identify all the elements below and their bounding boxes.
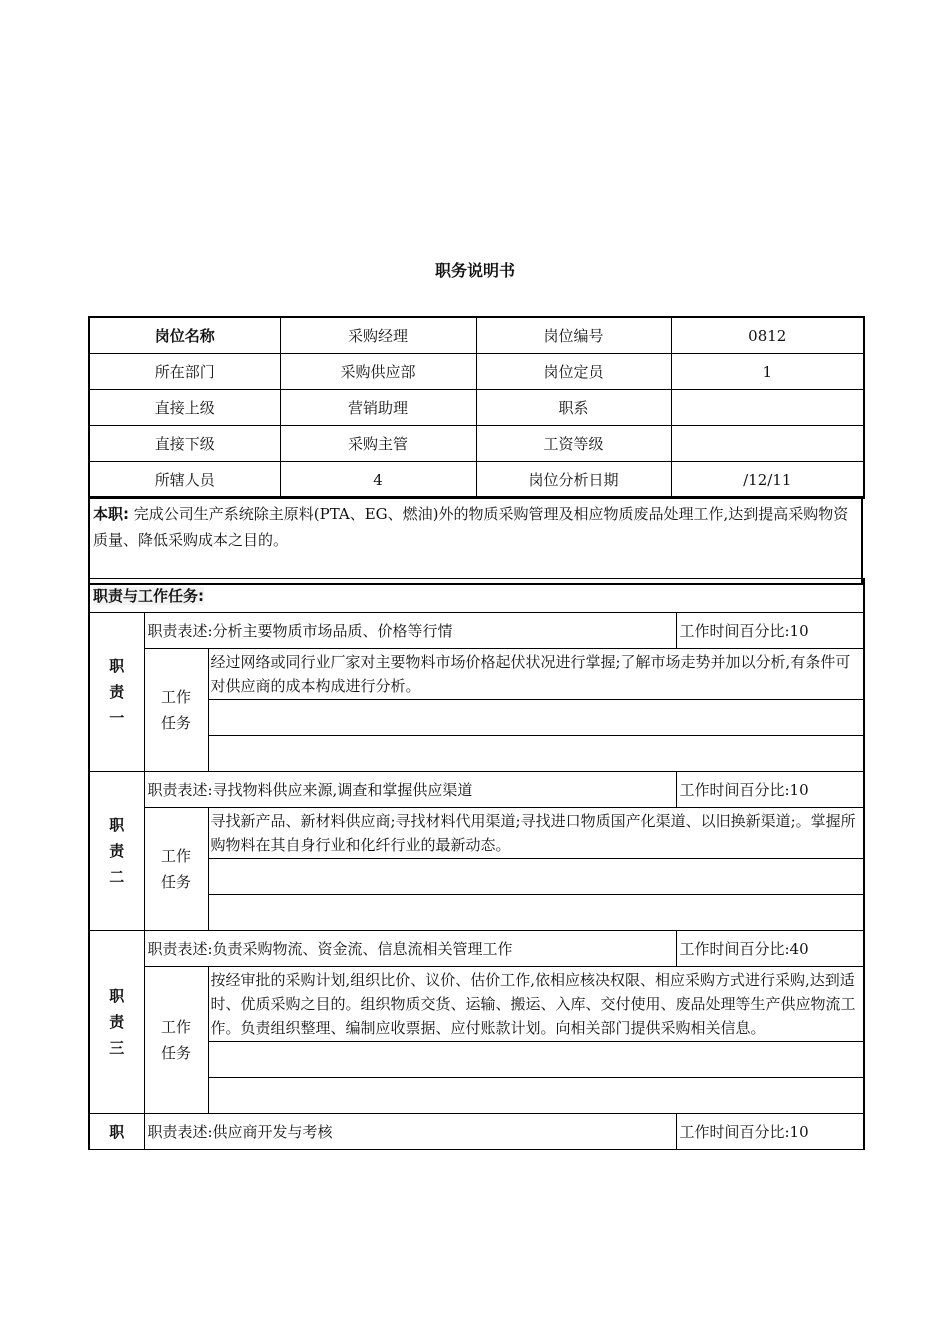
info-value: 1 (671, 354, 864, 390)
info-row (89, 390, 864, 426)
task-label (144, 808, 208, 931)
duty-name-text: 职责三 (109, 987, 125, 1057)
task-text (208, 895, 864, 931)
duty-description: 职责表述:分析主要物质市场品质、价格等行情 (144, 613, 676, 649)
duty-row (89, 613, 864, 649)
task-text (208, 1042, 864, 1078)
duty-percent: 工作时间百分比:10 (676, 1114, 864, 1150)
task-row (89, 649, 864, 700)
task-text: 经过网络或同行业厂家对主要物料市场价格起伏状况进行掌握;了解市场走势并加以分析,有条件可对供应商的成本构成进行分析。 (208, 649, 864, 700)
info-row (89, 462, 864, 499)
duty-name-text: 职 (109, 1122, 125, 1141)
info-label: 直接上级 (89, 390, 280, 426)
duty-description: 职责表述:供应商开发与考核 (144, 1114, 676, 1150)
page-title: 职务说明书 (434, 261, 515, 280)
info-value: 采购主管 (280, 426, 476, 462)
task-text: 按经审批的采购计划,组织比价、议价、估价工作,依相应核决权限、相应采购方式进行采购,达到适时、优质采购之目的。组织物质交货、运输、搬运、入库、交付使用、废品处理等生产供应物流工作。负责组织整理、编制应收票据、应付账款计划。向相关部门提供采购相关信息。 (208, 967, 864, 1042)
duty-description: 职责表述:寻找物料供应来源,调查和掌握供应渠道 (144, 772, 676, 808)
job-summary-table (88, 496, 863, 585)
info-value: 采购供应部 (280, 354, 476, 390)
task-text (208, 1078, 864, 1114)
info-label: 岗位分析日期 (476, 462, 671, 499)
info-label: 岗位编号 (476, 317, 671, 354)
info-label: 工资等级 (476, 426, 671, 462)
duty-name-text: 职责一 (109, 657, 125, 727)
duty-name (89, 1114, 144, 1150)
job-summary-text: 完成公司生产系统除主原料(PTA、EG、燃油)外的物质采购管理及相应物质废品处理工作,达到提高采购物资质量、降低采购成本之目的。 (93, 505, 849, 549)
duty-name (89, 613, 144, 772)
info-value: 营销助理 (280, 390, 476, 426)
job-summary-cell (89, 497, 862, 585)
task-text (208, 736, 864, 772)
info-row (89, 317, 864, 354)
task-row (89, 967, 864, 1042)
info-value: 0812 (671, 317, 864, 354)
info-value: 4 (280, 462, 476, 499)
job-info-table (88, 316, 865, 499)
info-label: 所辖人员 (89, 462, 280, 499)
info-label: 直接下级 (89, 426, 280, 462)
duties-header-label: 职责与工作任务: (93, 587, 204, 605)
task-row (89, 808, 864, 859)
info-value: 采购经理 (280, 317, 476, 354)
task-label (144, 649, 208, 772)
info-row (89, 426, 864, 462)
task-label-text: 工作任务 (161, 847, 192, 891)
task-text (208, 859, 864, 895)
info-label: 所在部门 (89, 354, 280, 390)
duties-table (88, 578, 865, 1150)
info-row (89, 354, 864, 390)
task-label (144, 967, 208, 1114)
task-label-text: 工作任务 (161, 1018, 192, 1062)
info-label: 职系 (476, 390, 671, 426)
info-value (671, 390, 864, 426)
duty-row (89, 772, 864, 808)
info-label: 岗位定员 (476, 354, 671, 390)
duty-name-text: 职责二 (109, 816, 125, 886)
duty-description: 职责表述:负责采购物流、资金流、信息流相关管理工作 (144, 931, 676, 967)
duty-percent: 工作时间百分比:10 (676, 772, 864, 808)
duty-row (89, 1114, 864, 1150)
info-value: /12/11 (671, 462, 864, 499)
job-summary-label: 本职: (93, 505, 129, 523)
task-label-text: 工作任务 (161, 688, 192, 732)
task-text (208, 700, 864, 736)
duty-row (89, 931, 864, 967)
task-text: 寻找新产品、新材料供应商;寻找材料代用渠道;寻找进口物质国产化渠道、以旧换新渠道;。掌握所购物料在其自身行业和化纤行业的最新动态。 (208, 808, 864, 859)
duty-percent: 工作时间百分比:40 (676, 931, 864, 967)
duty-name (89, 931, 144, 1114)
info-value (671, 426, 864, 462)
info-label: 岗位名称 (89, 317, 280, 354)
duties-header (89, 579, 864, 613)
duty-name (89, 772, 144, 931)
duty-percent: 工作时间百分比:10 (676, 613, 864, 649)
